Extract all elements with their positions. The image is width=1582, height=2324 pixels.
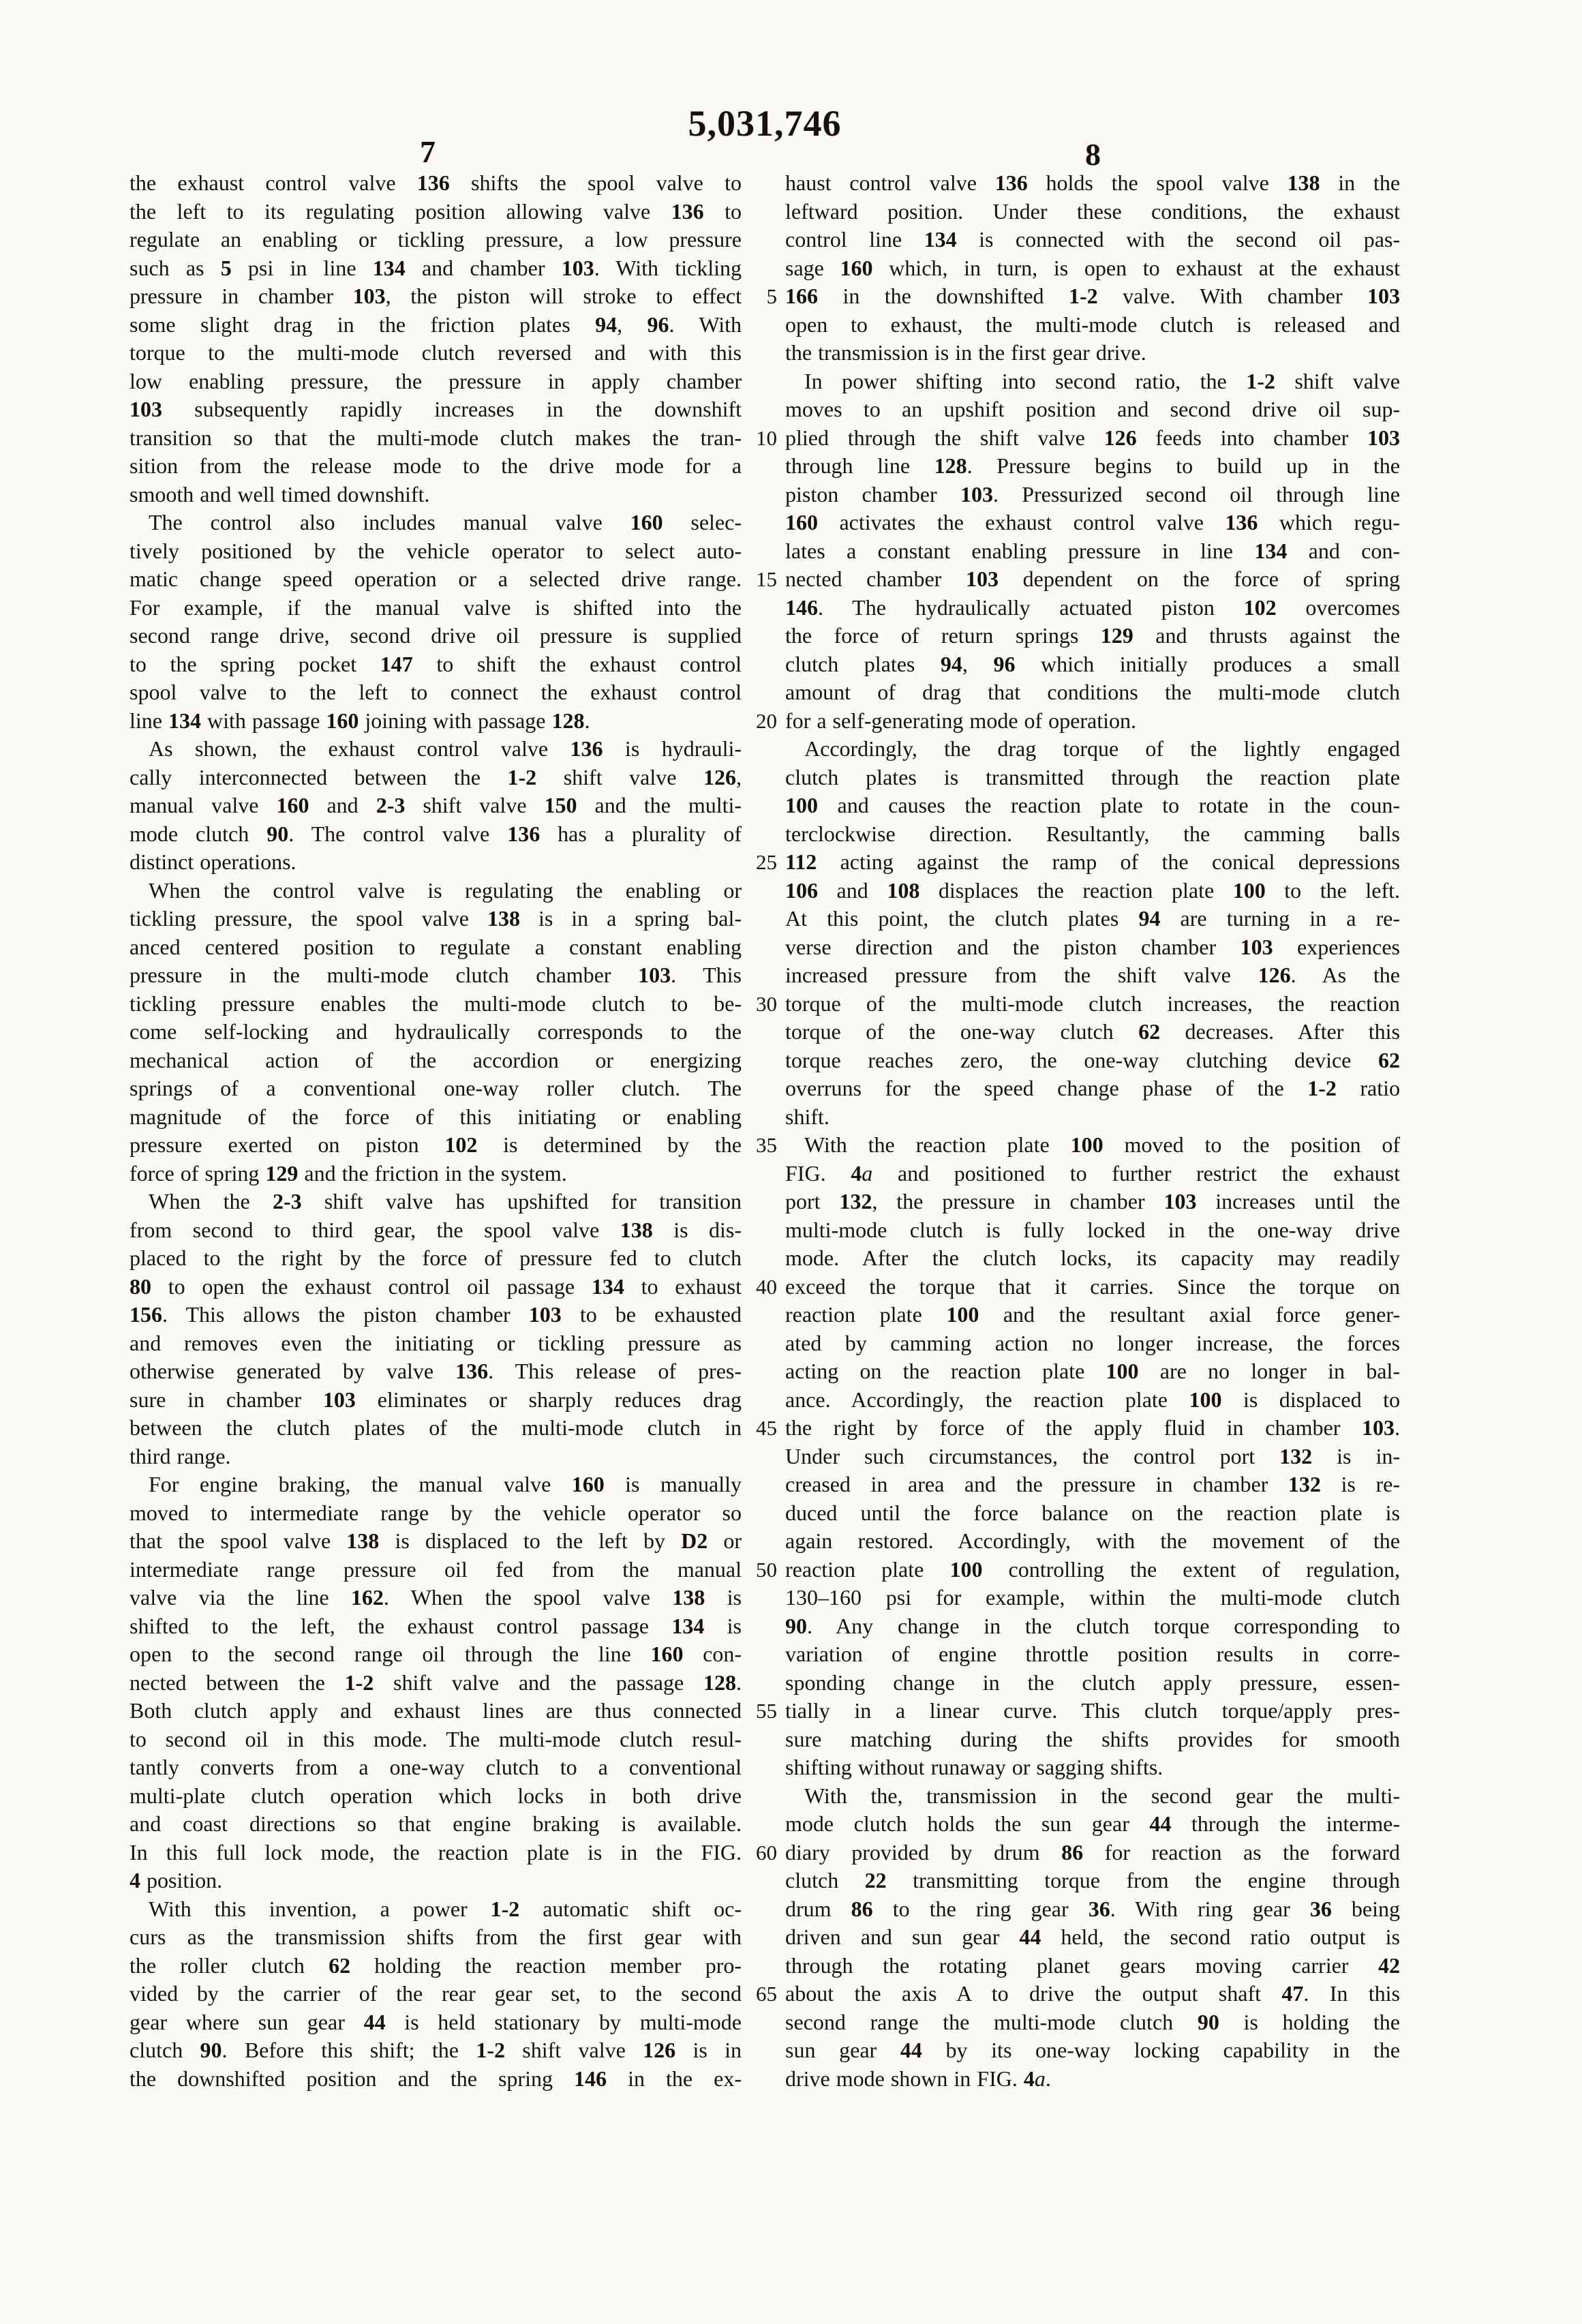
text-line: In this full lock mode, the reaction plate is in the FIG.	[130, 1839, 742, 1865]
paragraph	[785, 1782, 1400, 2094]
text-line: tickling pressure, the spool valve 138 is in a spring bal-	[130, 906, 742, 931]
text-line: clutch 90. Before this shift; the 1-2 shift valve 126 is in	[130, 2038, 742, 2062]
text-line: and coast directions so that engine braking is available.	[130, 1811, 742, 1836]
text-line: The control also includes manual valve 160 selec-	[149, 510, 742, 534]
text-line: piston chamber 103. Pressurized second oil through line	[785, 481, 1401, 507]
text-line: to the spring pocket 147 to shift the exhaust control	[130, 651, 742, 676]
text-line: valve via the line 162. When the spool valve 138 is	[130, 1585, 742, 1610]
text-line: from second to third gear, the spool valve 138 is dis-	[130, 1217, 742, 1242]
text-line: For engine braking, the manual valve 160 is manually	[149, 1472, 742, 1496]
text-line: distinct operations.	[130, 849, 296, 874]
text-line: such as 5 psi in line 134 and chamber 103. With tickling	[130, 255, 742, 280]
line-number: 15	[756, 567, 777, 591]
text-line: sition from the release mode to the drive mode for a	[130, 453, 742, 478]
left-text-column	[130, 169, 742, 2093]
line-number: 60	[756, 1840, 777, 1865]
text-line: verse direction and the piston chamber 103 experiences	[785, 934, 1401, 959]
text-line: 80 to open the exhaust control oil passage 134 to exhaust	[130, 1273, 742, 1299]
text-line: third range.	[130, 1443, 231, 1468]
text-line: creased in area and the pressure in chamber 132 is re-	[785, 1472, 1400, 1496]
line-number: 25	[756, 850, 777, 874]
text-line: the exhaust control valve 136 shifts the spool valve to	[130, 170, 742, 195]
text-line: transition so that the multi-mode clutch makes the tran-	[130, 425, 742, 450]
patent-number: 5,031,746	[688, 103, 842, 144]
text-line: When the control valve is regulating the enabling or	[149, 877, 742, 903]
text-line: clutch plates is transmitted through the reaction plate	[785, 764, 1400, 789]
text-line: FIG. 4a and positioned to further restrict the exhaust	[785, 1160, 1401, 1186]
text-line: Accordingly, the drag torque of the lightly engaged	[804, 736, 1400, 761]
text-line: about the axis A to drive the output shaft 47. In this	[785, 1981, 1401, 2006]
text-line: At this point, the clutch plates 94 are turning in a re-	[785, 906, 1401, 931]
text-line: torque of the multi-mode clutch increases, the reaction	[785, 991, 1400, 1016]
text-line: drive mode shown in FIG. 4a.	[785, 2066, 1051, 2091]
right-text-column	[785, 169, 1400, 2093]
paragraph	[785, 169, 1400, 367]
text-line: smooth and well timed downshift.	[130, 481, 430, 507]
text-line: that the spool valve 138 is displaced to the left by D2 or	[130, 1528, 742, 1553]
line-number: 10	[756, 425, 777, 450]
text-line: shifting without runaway or sagging shifts.	[785, 1755, 1163, 1779]
paragraph	[785, 1131, 1400, 1782]
text-line: gear where sun gear 44 is held stationary by multi-mode	[130, 2009, 742, 2034]
text-line: tickling pressure enables the multi-mode clutch to be-	[130, 991, 742, 1016]
paragraph	[785, 367, 1400, 736]
paragraph	[130, 1470, 742, 1895]
text-line: tively positioned by the vehicle operator to select auto-	[130, 538, 742, 563]
text-line: second range drive, second drive oil pressure is supplied	[130, 623, 742, 648]
text-line: moved to intermediate range by the vehicle operator so	[130, 1500, 742, 1525]
paragraph	[785, 735, 1400, 1131]
text-line: mode clutch 90. The control valve 136 has a plurality of	[130, 821, 742, 846]
text-line: torque to the multi-mode clutch reversed and with this	[130, 340, 742, 365]
text-line: 90. Any change in the clutch torque corresponding to	[785, 1613, 1400, 1638]
text-line: sure matching during the shifts provides for smooth	[785, 1726, 1400, 1751]
paragraph	[130, 1188, 742, 1470]
text-line: some slight drag in the friction plates 94, 96. With	[130, 312, 742, 337]
text-line: drum 86 to the ring gear 36. With ring gear 36 being	[785, 1896, 1400, 1921]
text-line: When the 2-3 shift valve has upshifted for transition	[149, 1189, 742, 1213]
text-line: moves to an upshift position and second drive oil sup-	[785, 397, 1400, 421]
text-line: 112 acting against the ramp of the conical depressions	[785, 849, 1400, 874]
text-line: Under such circumstances, the control port 132 is in-	[785, 1443, 1401, 1468]
text-line: low enabling pressure, the pressure in apply chamber	[130, 368, 742, 393]
paragraph	[130, 169, 742, 509]
text-line: spool valve to the left to connect the exhaust control	[130, 680, 742, 704]
text-line: 156. This allows the piston chamber 103 to be exhausted	[130, 1302, 742, 1327]
text-line: sun gear 44 by its one-way locking capability in the	[785, 2038, 1401, 2062]
text-line: In power shifting into second ratio, the 1-2 shift valve	[804, 368, 1401, 393]
text-line: the roller clutch 62 holding the reaction member pro-	[130, 1952, 742, 1978]
text-line: to second oil in this mode. The multi-mode clutch resul-	[130, 1726, 742, 1751]
text-line: pressure exerted on piston 102 is determined by the	[130, 1132, 742, 1157]
text-line: amount of drag that conditions the multi-mode clutch	[785, 680, 1400, 704]
text-line: increased pressure from the shift valve 126. As the	[785, 963, 1400, 987]
text-line: the right by force of the apply fluid in chamber 103.	[785, 1415, 1400, 1440]
text-line: regulate an enabling or tickling pressure, a low pressure	[130, 227, 742, 252]
text-line: placed to the right by the force of pressure fed to clutch	[130, 1246, 742, 1270]
text-line: force of spring 129 and the friction in the system.	[130, 1160, 567, 1186]
paragraph	[130, 509, 742, 735]
text-line: As shown, the exhaust control valve 136 is hydrauli-	[149, 736, 742, 761]
text-line: nected chamber 103 dependent on the force of spring	[785, 567, 1400, 591]
text-line: intermediate range pressure oil fed from the manual	[130, 1556, 742, 1582]
text-line: through line 128. Pressure begins to build up in the	[785, 453, 1401, 478]
text-line: mode clutch holds the sun gear 44 through the interme-	[785, 1811, 1401, 1836]
text-line: the left to its regulating position allowing valve 136 to	[130, 198, 742, 224]
text-line: reaction plate 100 and the resultant axial force gener-	[785, 1302, 1401, 1327]
text-line: overruns for the speed change phase of the 1-2 ratio	[785, 1076, 1401, 1100]
text-line: mode. After the clutch locks, its capacity may readily	[785, 1246, 1400, 1270]
text-line: clutch plates 94, 96 which initially produces a small	[785, 651, 1400, 676]
text-line: With the reaction plate 100 moved to the position of	[804, 1132, 1401, 1157]
line-number: 40	[756, 1274, 777, 1299]
text-line: ated by camming action no longer increase, the forces	[785, 1330, 1400, 1355]
text-line: torque reaches zero, the one-way clutching device 62	[785, 1047, 1400, 1072]
line-number: 50	[756, 1557, 777, 1582]
text-line: multi-plate clutch operation which locks in both drive	[130, 1783, 742, 1808]
text-line: terclockwise direction. Resultantly, the camming balls	[785, 821, 1400, 846]
text-line: exceed the torque that it carries. Since the torque on	[785, 1273, 1400, 1299]
text-line: 4 position.	[130, 1868, 223, 1892]
text-line: acting on the reaction plate 100 are no longer in bal-	[785, 1359, 1400, 1383]
text-line: 166 in the downshifted 1-2 valve. With chamber 103	[785, 284, 1401, 308]
text-line: For example, if the manual valve is shifted into the	[130, 594, 742, 620]
text-line: and removes even the initiating or tickling pressure as	[130, 1330, 742, 1355]
text-line: curs as the transmission shifts from the first gear with	[130, 1925, 742, 1949]
text-line: for a self-generating mode of operation.	[785, 708, 1137, 733]
line-number: 20	[756, 708, 777, 733]
text-line: clutch 22 transmitting torque from the engine through	[785, 1868, 1401, 1892]
column-number-right: 8	[1085, 137, 1101, 172]
text-line: mechanical action of the accordion or energizing	[130, 1047, 742, 1072]
text-line: again restored. Accordingly, with the movement of the	[785, 1528, 1400, 1553]
text-line: sure in chamber 103 eliminates or sharply reduces drag	[130, 1387, 742, 1412]
text-line: variation of engine throttle position results in corre-	[785, 1642, 1400, 1666]
text-line: haust control valve 136 holds the spool valve 138 in the	[785, 170, 1401, 195]
text-line: tantly converts from a one-way clutch to a conventional	[130, 1755, 742, 1779]
text-line: pressure in the multi-mode clutch chamber 103. This	[130, 963, 742, 987]
text-line: With this invention, a power 1-2 automatic shift oc-	[149, 1896, 742, 1921]
text-line: 106 and 108 displaces the reaction plate 100 to the left.	[785, 877, 1401, 903]
text-line: magnitude of the force of this initiating or enabling	[130, 1104, 742, 1129]
line-number: 30	[756, 991, 777, 1016]
text-line: second range the multi-mode clutch 90 is holding the	[785, 2009, 1401, 2034]
text-line: 160 activates the exhaust control valve 136 which regu-	[785, 510, 1400, 534]
text-line: port 132, the pressure in chamber 103 increases until the	[785, 1189, 1401, 1213]
text-line: open to exhaust, the multi-mode clutch is released and	[785, 312, 1400, 337]
line-number: 35	[756, 1133, 777, 1157]
text-line: the downshifted position and the spring 146 in the ex-	[130, 2066, 742, 2091]
text-line: springs of a conventional one-way roller clutch. The	[130, 1076, 742, 1100]
text-line: shifted to the left, the exhaust control passage 134 is	[130, 1613, 742, 1638]
text-line: diary provided by drum 86 for reaction as the forward	[785, 1839, 1401, 1865]
text-line: vided by the carrier of the rear gear set, to the second	[130, 1981, 742, 2006]
text-line: nected between the 1-2 shift valve and the passage 128.	[130, 1670, 742, 1695]
text-line: between the clutch plates of the multi-mode clutch in	[130, 1415, 742, 1440]
text-line: tially in a linear curve. This clutch torque/apply pres-	[785, 1698, 1400, 1723]
text-line: pressure in chamber 103, the piston will stroke to effect	[130, 284, 742, 308]
text-line: Both clutch apply and exhaust lines are thus connected	[130, 1698, 742, 1723]
text-line: leftward position. Under these conditions, the exhaust	[785, 198, 1400, 224]
text-line: otherwise generated by valve 136. This release of pres-	[130, 1359, 742, 1383]
text-line: ance. Accordingly, the reaction plate 100 is displaced to	[785, 1387, 1400, 1412]
text-line: 146. The hydraulically actuated piston 102 overcomes	[785, 594, 1401, 620]
text-line: through the rotating planet gears moving carrier 42	[785, 1952, 1400, 1978]
paragraph	[130, 1895, 742, 2094]
text-line: anced centered position to regulate a constant enabling	[130, 934, 742, 959]
text-line: open to the second range oil through the line 160 con-	[130, 1642, 742, 1666]
text-line: come self-locking and hydraulically corresponds to the	[130, 1019, 742, 1044]
column-number-left: 7	[420, 134, 436, 169]
text-line: plied through the shift valve 126 feeds into chamber 103	[785, 425, 1401, 450]
text-line: multi-mode clutch is fully locked in the one-way drive	[785, 1217, 1400, 1242]
text-line: lates a constant enabling pressure in line 134 and con-	[785, 538, 1401, 563]
text-line: cally interconnected between the 1-2 shift valve 126,	[130, 764, 742, 789]
line-number: 55	[756, 1699, 777, 1723]
text-line: 100 and causes the reaction plate to rotate in the coun-	[785, 793, 1400, 817]
text-line: manual valve 160 and 2-3 shift valve 150 and the multi-	[130, 793, 742, 817]
text-line: the force of return springs 129 and thrusts against the	[785, 623, 1401, 648]
text-line: shift.	[785, 1104, 830, 1129]
text-line: matic change speed operation or a selected drive range.	[130, 567, 742, 591]
text-line: With the, transmission in the second gear the multi-	[804, 1783, 1400, 1808]
text-line: duced until the force balance on the reaction plate is	[785, 1500, 1400, 1525]
text-line: driven and sun gear 44 held, the second ratio output is	[785, 1925, 1401, 1949]
text-line: sage 160 which, in turn, is open to exhaust at the exhaust	[785, 255, 1401, 280]
line-number: 5	[766, 284, 777, 308]
text-line: torque of the one-way clutch 62 decreases. After this	[785, 1019, 1401, 1044]
text-line: reaction plate 100 controlling the extent of regulation,	[785, 1556, 1401, 1582]
line-number: 65	[756, 1982, 777, 2006]
text-line: 103 subsequently rapidly increases in the downshift	[130, 397, 742, 421]
text-line: the transmission is in the first gear drive.	[785, 340, 1146, 365]
paragraph	[130, 735, 742, 877]
text-line: 130–160 psi for example, within the multi-mode clutch	[785, 1585, 1400, 1610]
text-line: sponding change in the clutch apply pressure, essen-	[785, 1670, 1400, 1695]
text-line: line 134 with passage 160 joining with passage 128.	[130, 708, 590, 733]
paragraph	[130, 877, 742, 1188]
line-number: 45	[756, 1416, 777, 1440]
text-line: control line 134 is connected with the second oil pas-	[785, 227, 1401, 252]
